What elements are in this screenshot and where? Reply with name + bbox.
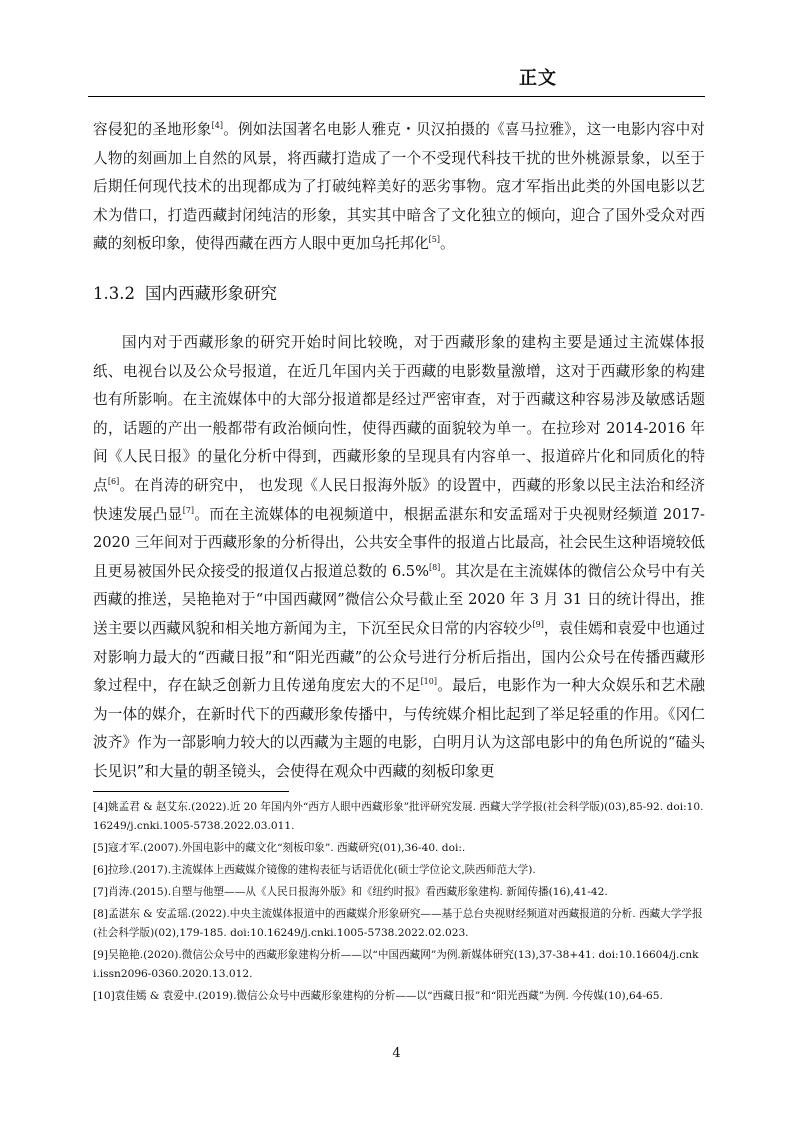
section-number: 1.3.2 — [93, 284, 135, 303]
footnote-item: [8]孟湛东 & 安孟瑶.(2022).中央主流媒体报道中的西藏媒介形象研究——基于总台央视财经频道对西藏报道的分析. 西藏大学学报(社会科学版)(02),179-185. doi:10.16249/j.cnki.1005-5738.2022.02.023. — [93, 908, 703, 939]
footnote-item: [5]寇才军.(2007).外国电影中的藏文化“刻板印象”. 西藏研究(01),36-40. doi:. — [93, 842, 466, 854]
paragraph-continued — [93, 116, 705, 259]
paragraph-text: 。其次是在主流媒体的微信公众号中有关西藏的推送，吴艳艳对于“中国西藏网”微信公众号截止至 2020 年 3 月 31 日的统计得出，推送主要以西藏风貌和相关地方新闻为主，下沉至民众日常的内容较少 — [93, 562, 705, 637]
paragraph-main — [93, 329, 705, 787]
paragraph-text: 。在肖涛的研究中， 也发现《人民日报海外版》的设置中，西藏的形象以民主法治和经济快速发展凸显 — [93, 476, 705, 523]
paragraph-text: 。而在主流媒体的电视频道中，根据孟湛东和安孟瑶对于央视财经频道 2017-2020 三年间对于西藏形象的分析得出，公共安全事件的报道占比最高，社会民生这种语境较低且更易被国外民众接受的报道仅占报道总数的 6.5% — [93, 505, 705, 580]
page-number: 4 — [392, 1046, 401, 1061]
citation-ref[interactable]: [9] — [532, 620, 544, 630]
citation-ref[interactable]: [7] — [182, 505, 195, 515]
section-heading — [93, 280, 277, 304]
paragraph-text: 容侵犯的圣地形象 — [93, 121, 212, 138]
paragraph-text: 。 — [440, 235, 455, 253]
running-header — [88, 62, 705, 97]
footnote-item: [4]姚孟君 & 赵艾东.(2022).近 20 年国内外“西方人眼中西藏形象”批评研究发展. 西藏大学学报(社会科学版)(03),85-92. doi:10.16249/j.cnki.1005-5738.2022.03.011. — [93, 801, 704, 832]
footnote-item: [7]肖涛.(2015).自塑与他塑——从《人民日报海外版》和《纽约时报》看西藏形象建构. 新闻传播(16),41-42. — [93, 886, 608, 898]
paragraph-text: 。最后，电影作为一种大众娱乐和艺术融为一体的媒介，在新时代下的西藏形象传播中，与传统媒介相比起到了举足轻重的作用。《冈仁波齐》作为一部影响力较大的以西藏为主题的电影，白明月认为这部电影中的角色所说的“磕头长见识”和大量的朝圣镜头，会使得在观众中西藏的刻板印象更 — [93, 677, 705, 780]
paragraph-text: 。例如法国著名电影人雅克・贝汉拍摄的《喜马拉雅》，这一电影内容中对人物的刻画加上自然的风景，将西藏打造成了一个不受现代科技干扰的世外桃源景象，以至于后期任何现代技术的出现都成为了打破纯粹美好的恶劣事物。寇才军指出此类的外国电影以艺术为借口，打造西藏封闭纯洁的形象，其实其中暗含了文化独立的倾向，迎合了国外受众对西藏的刻板印象，使得西藏在西方人眼中更加乌托邦化 — [93, 121, 705, 253]
citation-ref[interactable]: [8] — [428, 562, 441, 572]
paragraph-text: 国内对于西藏形象的研究开始时间比较晚，对于西藏形象的建构主要是通过主流媒体报纸、电视台以及公众号报道，在近几年国内关于西藏的电影数量激增，这对于西藏形象的构建也有所影响。在主流媒体中的大部分报道都是经过严密审查，对于西藏这种容易涉及敏感话题的，话题的产出一般都带有政治倾向性，使得西藏的面貌较为单一。在拉珍对 2014-2016 年间《人民日报》的量化分析中得到，西藏形象的呈现具有内容单一、报道碎片化和同质化的特点 — [93, 334, 705, 494]
paragraph-text: ，袁佳嫣和袁爱中也通过对影响力最大的“西藏日报”和“阳光西藏”的公众号进行分析后指出，国内公众号在传播西藏形象过程中，存在缺乏创新力且传递角度宏大的不足 — [93, 619, 705, 695]
section-title: 国内西藏形象研究 — [144, 284, 277, 303]
citation-ref[interactable]: [10] — [420, 677, 437, 687]
footnote-divider — [93, 791, 289, 792]
header-title: 正文 — [519, 68, 557, 89]
citation-ref[interactable]: [4] — [211, 121, 223, 131]
citation-ref[interactable]: [6] — [107, 477, 120, 487]
citation-ref[interactable]: [5] — [428, 235, 441, 245]
footnote-list — [93, 798, 705, 1009]
footnote-item: [9]吴艳艳.(2020).微信公众号中的西藏形象建构分析——以“中国西藏网”为例.新媒体研究(13),37-38+41. doi:10.16604/j.cnki.issn2096-0360.2020.13.012. — [93, 949, 699, 980]
footnote-item: [10]袁佳嫣 & 袁爱中.(2019).微信公众号中西藏形象建构的分析——以“西藏日报”和“阳光西藏”为例. 今传媒(10),64-65. — [93, 990, 663, 1002]
footnote-item: [6]拉珍.(2017).主流媒体上西藏媒介镜像的建构表征与话语优化(硕士学位论文,陕西师范大学). — [93, 864, 536, 876]
